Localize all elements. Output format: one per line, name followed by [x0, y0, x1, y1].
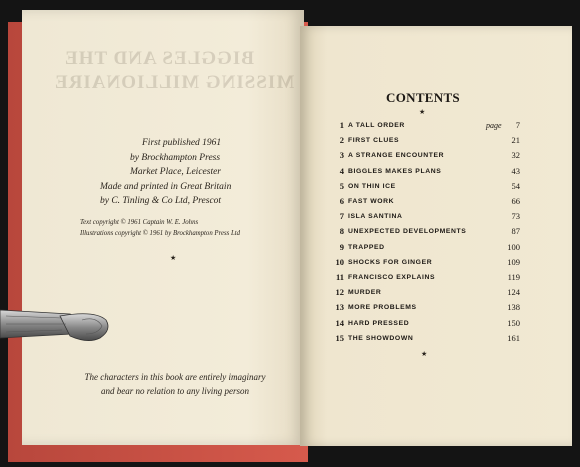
chapter-number: 14 — [335, 317, 344, 328]
chapter-title: FRANCISCO EXPLAINS — [348, 274, 436, 281]
chapter-title: SHOCKS FOR GINGER — [348, 258, 433, 266]
copyright-info — [80, 218, 290, 239]
chapter-title: BIGGLES MAKES PLANS — [348, 167, 442, 175]
page-number: 119 — [507, 272, 520, 282]
toc-entry — [326, 257, 550, 271]
show-through-title-line1: BIGGLES AND THE — [64, 48, 254, 69]
pub-line: Market Place, Leicester — [130, 167, 222, 177]
chapter-number: 3 — [339, 150, 344, 161]
pub-line: by Brockhampton Press — [130, 152, 221, 163]
toc-entry — [326, 166, 550, 180]
chapter-title: ISLA SANTINA — [348, 213, 403, 221]
chapter-title: ON THIN ICE — [348, 182, 396, 190]
page-number: 87 — [511, 226, 520, 237]
page-number: 32 — [511, 150, 520, 161]
metal-bookmark-clip — [0, 300, 120, 360]
chapter-number: 12 — [335, 287, 344, 298]
page-number: 150 — [507, 317, 520, 328]
pub-line: Made and printed in Great Britain — [100, 181, 232, 192]
chapter-title: THE SHOWDOWN — [348, 334, 414, 342]
chapter-title: TRAPPED — [348, 243, 385, 251]
contents-bottom-star: ★ — [421, 350, 428, 358]
toc-entry — [326, 333, 550, 347]
toc-entry — [326, 150, 550, 164]
disclaimer-line: The characters in this book are entirely imaginary — [84, 372, 266, 382]
toc-entry — [326, 272, 550, 286]
chapter-number: 2 — [339, 135, 344, 146]
chapter-number: 15 — [335, 332, 344, 343]
page-number: 54 — [511, 180, 520, 191]
toc-entry — [326, 196, 550, 210]
pub-line: by C. Tinling & Co Ltd, Prescot — [100, 196, 222, 206]
chapter-title: A STRANGE ENCOUNTER — [348, 152, 445, 160]
page-number: 161 — [507, 332, 520, 343]
page-number: 124 — [507, 287, 520, 298]
contents-star-ornament: ★ — [419, 108, 426, 116]
chapter-title: HARD PRESSED — [348, 319, 410, 327]
toc-entry — [326, 135, 550, 149]
chapter-title: MORE PROBLEMS — [348, 304, 417, 312]
toc-entry — [326, 318, 550, 332]
page-number: 109 — [507, 256, 520, 267]
page-number: 138 — [507, 302, 520, 313]
toc-entry — [326, 287, 550, 301]
page-number: 66 — [511, 196, 520, 206]
toc-entry — [326, 226, 550, 240]
contents-heading: CONTENTS — [386, 90, 460, 105]
copyright-line: Illustrations copyright © 1961 by Brockhampton Press Ltd — [80, 229, 241, 237]
chapter-number: 10 — [335, 256, 344, 267]
disclaimer-line: and bear no relation to any living person — [101, 386, 249, 396]
chapter-title: A TALL ORDER — [348, 122, 405, 129]
page-number: 73 — [511, 211, 520, 222]
chapter-number: 6 — [339, 196, 344, 206]
toc-entry — [326, 181, 550, 195]
chapter-number: 8 — [339, 226, 344, 237]
chapter-number: 13 — [335, 302, 344, 313]
page-number: 100 — [507, 241, 520, 252]
show-through-title-line2: MISSING MILLIONAIRE — [54, 72, 295, 93]
chapter-number: 11 — [335, 272, 344, 282]
pub-line: First published 1961 — [142, 138, 222, 148]
page-number: 43 — [511, 165, 520, 176]
toc-entry — [326, 211, 550, 225]
chapter-number: 9 — [339, 241, 344, 252]
chapter-title: FAST WORK — [348, 198, 395, 205]
page-number: 21 — [511, 135, 520, 146]
toc-entry — [326, 242, 550, 256]
disclaimer — [70, 370, 280, 398]
page-label: page — [486, 121, 502, 130]
page-number: 7 — [515, 120, 520, 130]
left-star-ornament: ★ — [170, 254, 177, 262]
toc-entry — [326, 302, 550, 316]
chapter-title: UNEXPECTED DEVELOPMENTS — [348, 228, 467, 236]
chapter-number: 1 — [339, 120, 344, 130]
chapter-number: 4 — [339, 165, 344, 176]
chapter-number: 7 — [339, 211, 344, 222]
toc-entry — [326, 120, 550, 134]
chapter-number: 5 — [339, 180, 344, 191]
chapter-title: MURDER — [348, 289, 382, 297]
copyright-line: Text copyright © 1961 Captain W. E. Johns — [80, 219, 199, 226]
publication-info — [100, 136, 270, 209]
chapter-title: FIRST CLUES — [348, 137, 400, 145]
